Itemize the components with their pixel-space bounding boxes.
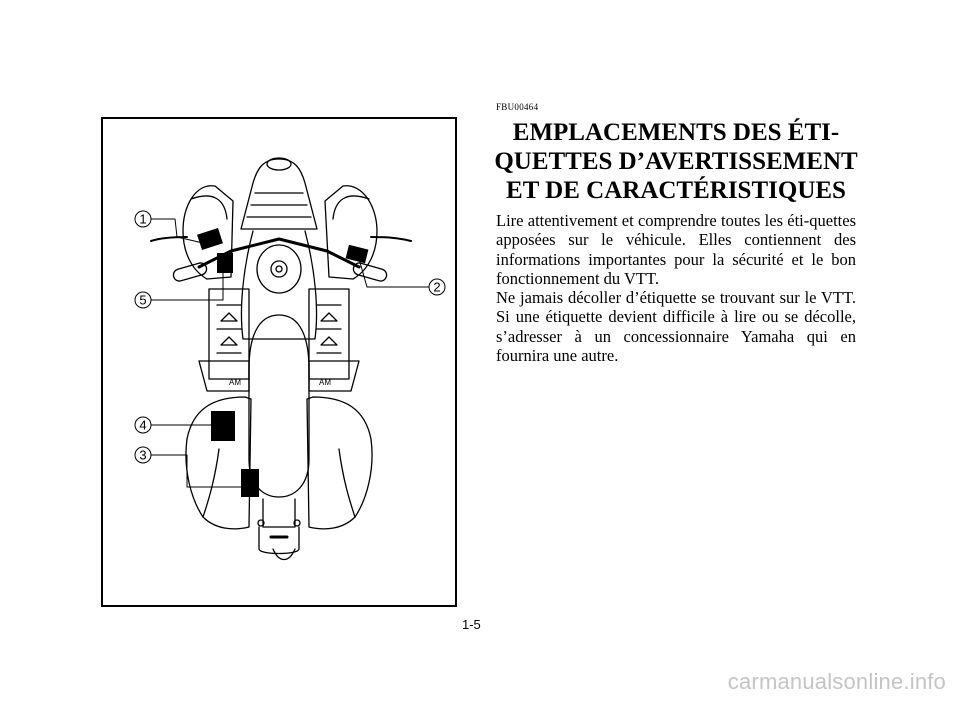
left-mid-guard bbox=[199, 361, 249, 391]
callout-2 bbox=[429, 279, 445, 295]
title-text: EMPLACEMENTS DES ÉTI- QUETTES D’AVERTISSEMENT ET DE CARACTÉRISTIQUES bbox=[494, 119, 858, 204]
callout-5-number: 5 bbox=[139, 292, 147, 308]
warning-label-4 bbox=[211, 411, 235, 441]
left-fender-lettering: AM bbox=[229, 378, 241, 387]
label-location-figure bbox=[101, 117, 457, 607]
rear-bumper bbox=[263, 499, 295, 527]
warning-label-3 bbox=[241, 469, 259, 497]
right-fender-lettering: AM bbox=[319, 378, 331, 387]
paragraph-do-not-remove: Ne jamais décoller d’étiquette se trouvant sur le VTT. Si une étiquette devient difficile à lire ou se décolle, s’adresser à un concessionnaire Yamaha qui en fournira une autre. bbox=[496, 288, 856, 366]
section-title bbox=[490, 118, 862, 205]
leader-line-3 bbox=[151, 455, 243, 487]
front-left-fender-detail bbox=[191, 196, 227, 219]
page-number: 1-5 bbox=[462, 617, 481, 632]
callout-1 bbox=[135, 211, 151, 227]
callout-3 bbox=[135, 447, 151, 463]
paragraph-read-labels: Lire attentivement et comprendre toutes les éti-quettes apposées sur le véhicule. Elles contiennent des informations importantes pour la sécurité et le bon fonctionnement du VTT. bbox=[496, 211, 856, 288]
callout-2-number: 2 bbox=[433, 279, 441, 295]
callout-5 bbox=[135, 292, 151, 308]
front-rack-bars bbox=[247, 193, 311, 217]
fuel-tank bbox=[241, 231, 316, 339]
watermark: carmanualsonline.info bbox=[727, 669, 946, 694]
callout-4 bbox=[135, 417, 151, 433]
rear-right-fender-detail bbox=[339, 449, 355, 517]
body-text bbox=[496, 211, 856, 365]
callout-3-number: 3 bbox=[139, 447, 147, 463]
tow-hitch bbox=[259, 527, 299, 554]
ignition-key bbox=[271, 261, 287, 277]
rear-right-fender bbox=[307, 397, 372, 529]
rear-wiring bbox=[273, 549, 295, 560]
left-footrest-grips bbox=[217, 305, 241, 353]
ignition-key-center bbox=[276, 266, 282, 272]
right-mid-guard bbox=[309, 361, 359, 391]
atv-top-view-illustration bbox=[103, 119, 455, 605]
rear-left-fender-detail bbox=[203, 449, 219, 517]
warning-label-1 bbox=[197, 228, 223, 250]
leader-line-5 bbox=[151, 269, 223, 300]
headlight-cap bbox=[267, 158, 291, 170]
front-right-fender-detail bbox=[333, 196, 369, 219]
callout-1-number: 1 bbox=[139, 211, 147, 227]
steering-head bbox=[257, 245, 301, 293]
warning-label-5 bbox=[217, 253, 233, 273]
callout-4-number: 4 bbox=[139, 417, 147, 433]
document-code: FBU00464 bbox=[496, 102, 539, 112]
right-footrest-grips bbox=[317, 305, 341, 353]
